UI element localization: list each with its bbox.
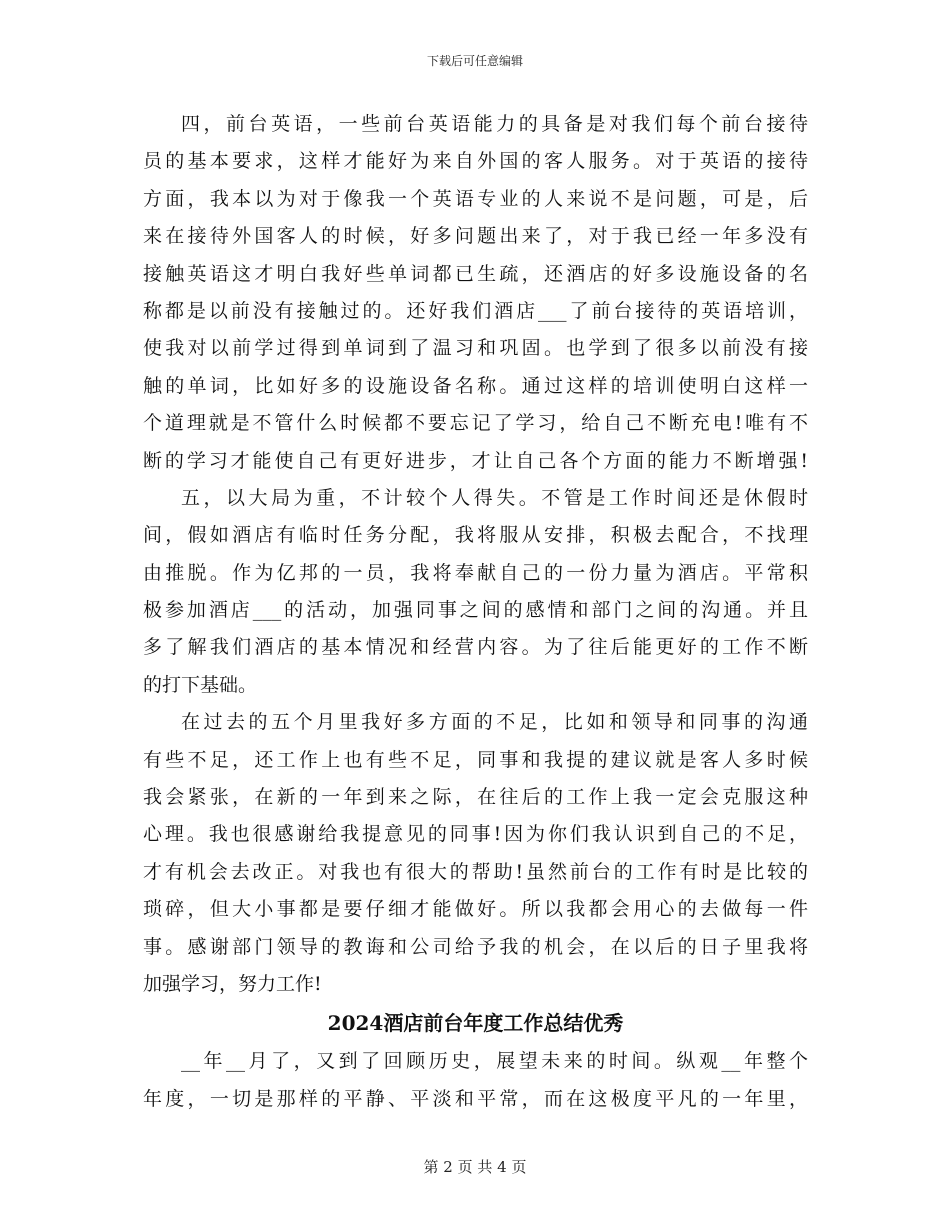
paragraph-line: 有些不足，还工作上也有些不足，同事和我提的建议就是客人多时候	[143, 748, 808, 771]
paragraph-line: 个道理就是不管什么时候都不要忘记了学习，给自己不断充电!唯有不	[143, 412, 808, 435]
paragraph-line: 极参加酒店___的活动，加强同事之间的感情和部门之间的沟通。并且	[143, 599, 808, 622]
paragraph-line: 由推脱。作为亿邦的一员，我将奉献自己的一份力量为酒店。平常积	[143, 561, 808, 584]
page-header: 下载后可任意编辑	[426, 54, 523, 68]
page-footer: 第 2 页 共 4 页	[423, 1158, 527, 1176]
paragraph-line: 在过去的五个月里我好多方面的不足，比如和领导和同事的沟通	[181, 711, 808, 734]
paragraph-line: 五，以大局为重，不计较个人得失。不管是工作时间还是休假时	[181, 486, 808, 509]
document-body	[143, 106, 808, 1118]
paragraph-line: 称都是以前没有接触过的。还好我们酒店___了前台接待的英语培训，	[143, 299, 808, 322]
paragraph-line: 多了解我们酒店的基本情况和经营内容。为了往后能更好的工作不断	[143, 636, 808, 659]
paragraph-line: 使我对以前学过得到单词到了温习和巩固。也学到了很多以前没有接	[143, 337, 808, 360]
paragraph-line: __年__月了，又到了回顾历史，展望未来的时间。纵观__年整个	[181, 1050, 808, 1073]
paragraph-line: 年度，一切是那样的平静、平淡和平常，而在这极度平凡的一年里，	[143, 1087, 808, 1110]
paragraph-line: 心理。我也很感谢给我提意见的同事!因为你们我认识到自己的不足，	[143, 823, 808, 846]
paragraph-line: 我会紧张，在新的一年到来之际，在往后的工作上我一定会克服这种	[143, 786, 808, 809]
paragraph-line: 才有机会去改正。对我也有很大的帮助!虽然前台的工作有时是比较的	[143, 860, 808, 883]
paragraph-line: 触的单词，比如好多的设施设备名称。通过这样的培训使明白这样一	[143, 374, 808, 397]
paragraph-line: 接触英语这才明白我好些单词都已生疏，还酒店的好多设施设备的名	[143, 262, 808, 285]
paragraph-line: 加强学习，努力工作!	[143, 972, 322, 995]
paragraph-line: 方面，我本以为对于像我一个英语专业的人来说不是问题，可是，后	[143, 187, 808, 210]
paragraph-line: 琐碎，但大小事都是要仔细才能做好。所以我都会用心的去做每一件	[143, 898, 808, 921]
section-title: 2024酒店前台年度工作总结优秀	[327, 1011, 624, 1036]
paragraph-line: 断的学习才能使自己有更好进步，才让自己各个方面的能力不断增强!	[143, 449, 808, 472]
paragraph-line: 来在接待外国客人的时候，好多问题出来了，对于我已经一年多没有	[143, 225, 808, 248]
paragraph-line: 的打下基础。	[143, 673, 258, 696]
paragraph-line: 间，假如酒店有临时任务分配，我将服从安排，积极去配合，不找理	[143, 524, 808, 547]
paragraph-line: 员的基本要求，这样才能好为来自外国的客人服务。对于英语的接待	[143, 150, 808, 173]
paragraph-line: 四，前台英语，一些前台英语能力的具备是对我们每个前台接待	[181, 113, 808, 135]
paragraph-line: 事。感谢部门领导的教诲和公司给予我的机会，在以后的日子里我将	[143, 935, 808, 958]
